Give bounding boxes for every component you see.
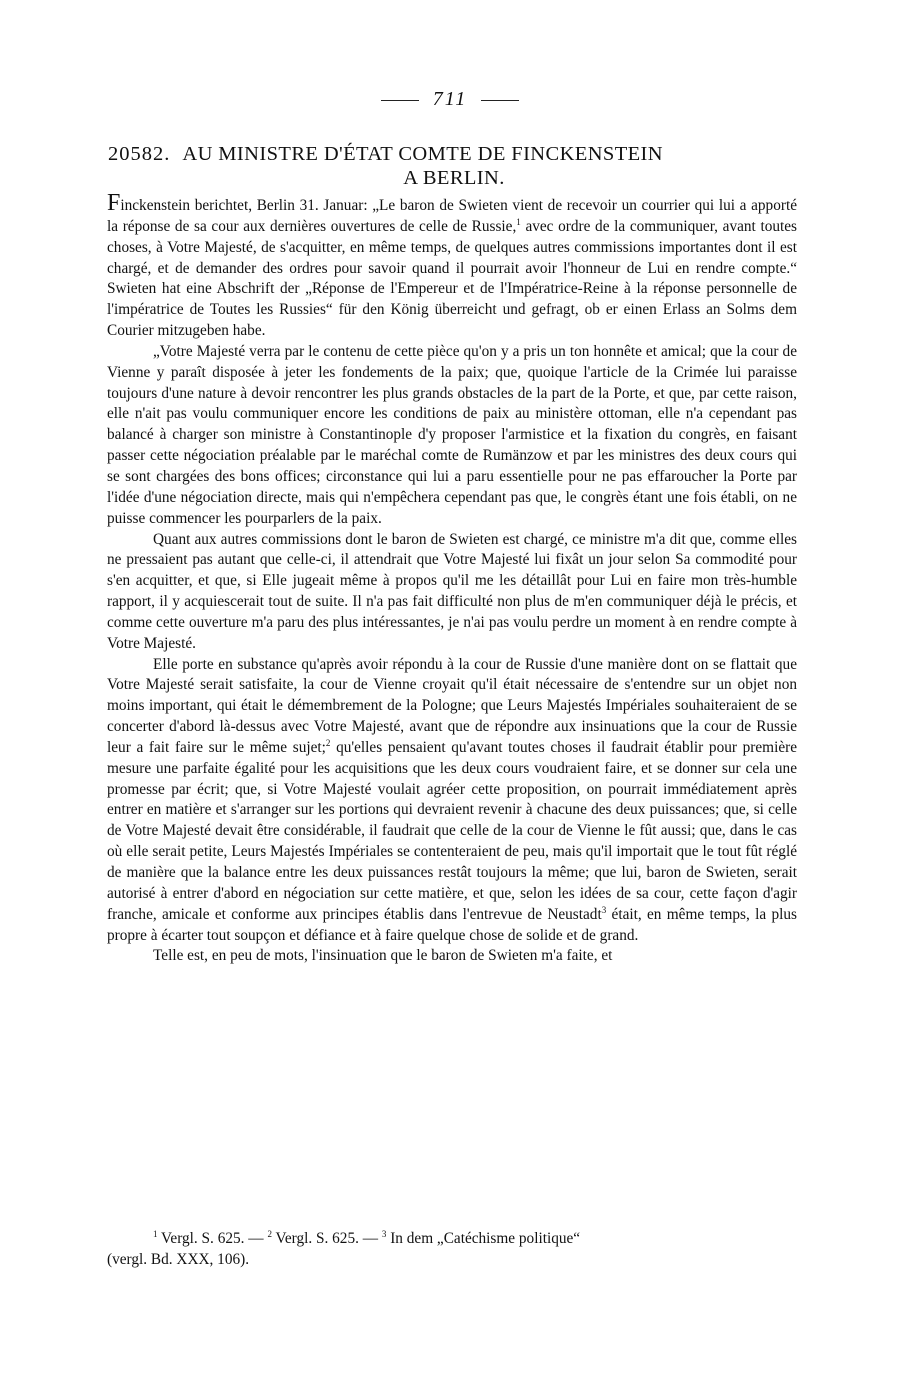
footnote-2-text: Vergl. S. 625. —	[271, 1230, 382, 1247]
footnote-mark-2: 2	[267, 1229, 272, 1239]
paragraph-1-text-a: inckenstein berichtet, Berlin 31. Januar: „Le baron de Swieten vient de recevoir un courrier qui lui a apporté la réponse de sa cour aux dernières ouvertures de celle de Russie,	[107, 197, 797, 235]
footnote-ref-3: 3	[601, 904, 607, 915]
header-rule-left	[381, 100, 419, 101]
paragraph-5: Telle est, en peu de mots, l'insinuation que le baron de Swieten m'a faite, et	[153, 947, 613, 965]
footnote-line-2: (vergl. Bd. XXX, 106).	[107, 1251, 250, 1268]
document-number: 20582.	[108, 143, 171, 165]
header-rule-right	[481, 100, 519, 101]
footnote-mark-3: 3	[381, 1229, 387, 1239]
footnote-3-text-a: In dem „Catéchisme politique“	[386, 1230, 581, 1247]
drop-cap: F	[107, 190, 121, 216]
body-text	[107, 190, 797, 967]
document-title	[108, 142, 800, 190]
paragraph-1	[107, 190, 797, 342]
footnotes	[107, 1228, 797, 1270]
paragraph-4-text-c: était, en même temps, la plus propre à écarter tout soupçon et défiance et à faire quelque chose de solide et de grand.	[107, 905, 797, 944]
paragraph-4-text-a: Elle porte en substance qu'après avoir répondu à la cour de Russie d'une manière dont on se flattait que Votre Majesté serait satisfaite, la cour de Vienne croyait qu'il était nécessaire de s'entendre sur un objet non moins important, qui était le démembrement de la Pologne; que Leurs Majestés Impériales souhaiteraient de se concerter d'abord là-dessus avec Votre Majesté, avant que de répondre aux insinuations que la cour de Russie leur a fait faire sur le même sujet;	[107, 655, 797, 756]
paragraph-1-text-b: avec ordre de la communiquer, avant toutes choses, à Votre Majesté, de s'acquitter, en même temps, de quelques autres commissions importantes dont il est chargé, et de demander des ordres pour savoir quand il pourrait avoir l'honneur de Lui en rendre compte.“ Swieten hat eine Abschrift der „Réponse de l'Empereur et de l'Impératrice-Reine à la réponse personnelle de l'impératrice de Toutes les Russies“ für den König überreicht und gefragt, ob er einen Erlass an Solms dem Courier mitzugeben habe.	[107, 217, 797, 340]
title-line-1: AU MINISTRE D'ÉTAT COMTE DE FINCKENSTEIN	[182, 143, 663, 165]
paragraph-4-text-b: qu'elles pensaient qu'avant toutes choses il faudrait établir pour première mesure une parfaite égalité pour les acquisitions que les deux cours voudraient faire, et se donner sur cela une promesse par écrit; que, si Votre Majesté voulait agréer cette proposition, on pourrait immédiatement après entrer en matière et s'arranger sur les portions qui devraient revenir à chacune des deux puissances; que, si celle de Votre Majesté devait être considérable, il faudrait que celle de la cour de Vienne le fût aussi; que, dans le cas où elle serait petite, Leurs Majestés Impériales se contenteraient de peu, mais qu'il importait que le tout fût réglé de manière que la balance entre les deux puissances restât toujours la même; que lui, baron de Swieten, serait autorisé à entrer d'abord en négociation sur cette matière, et que, selon les idées de sa cour, cette façon d'agir franche, amicale et conforme aux principes établis dans l'entrevue de Neustadt	[107, 738, 797, 923]
footnote-1-text: Vergl. S. 625. —	[157, 1230, 268, 1247]
footnote-line-1	[107, 1228, 797, 1249]
paragraph-4	[107, 655, 797, 947]
page-number: 711	[432, 88, 468, 110]
footnote-ref-1: 1	[516, 216, 521, 227]
footnote-mark-1: 1	[153, 1229, 158, 1239]
page-header	[0, 88, 900, 111]
paragraph-2: „Votre Majesté verra par le contenu de cette pièce qu'on y a pris un ton honnête et amical; que la cour de Vienne y paraît disposée à jeter les fondements de la paix; que, quoique l'article de la Crimée lui paraisse toujours d'une nature à devoir rencontrer les plus grands obstacles de la part de la Porte, et que, par cette raison, elle n'ait pas voulu communiquer encore les conditions de paix au ministère ottoman, elle n'a cependant pas balancé à charger son ministre à Constantinople d'y proposer l'armistice et la fixation du congrès, en faisant passer cette négociation préalable par le maréchal comte de Rumänzow et par les ministres des deux cours qui se sont chargées des bons offices; circonstance qui lui a paru essentielle pour ne pas effaroucher la Porte par l'idée d'une négociation directe, mais qui n'empêchera cependant pas que, le congrès étant une fois établi, on ne puisse commencer les pourparlers de la paix.	[107, 342, 797, 527]
paragraph-3: Quant aux autres commissions dont le baron de Swieten est chargé, ce ministre m'a dit que, comme elles ne pressaient pas autant que celle-ci, il attendrait que Votre Majesté lui fixât un jour selon Sa commodité pour s'en acquitter, et que, si Elle jugeait même à propos qu'il me les détaillât pour Lui en faire mon très-humble rapport, il y acquiescerait tout de suite. Il n'a pas fait difficulté non plus de m'en communiquer déjà le précis, et comme cette ouverture m'a paru des plus intéressantes, je n'ai pas voulu perdre un moment à en rendre compte à Votre Majesté.	[107, 530, 797, 652]
title-line-2: A BERLIN.	[403, 167, 505, 189]
footnote-ref-2: 2	[325, 737, 331, 748]
